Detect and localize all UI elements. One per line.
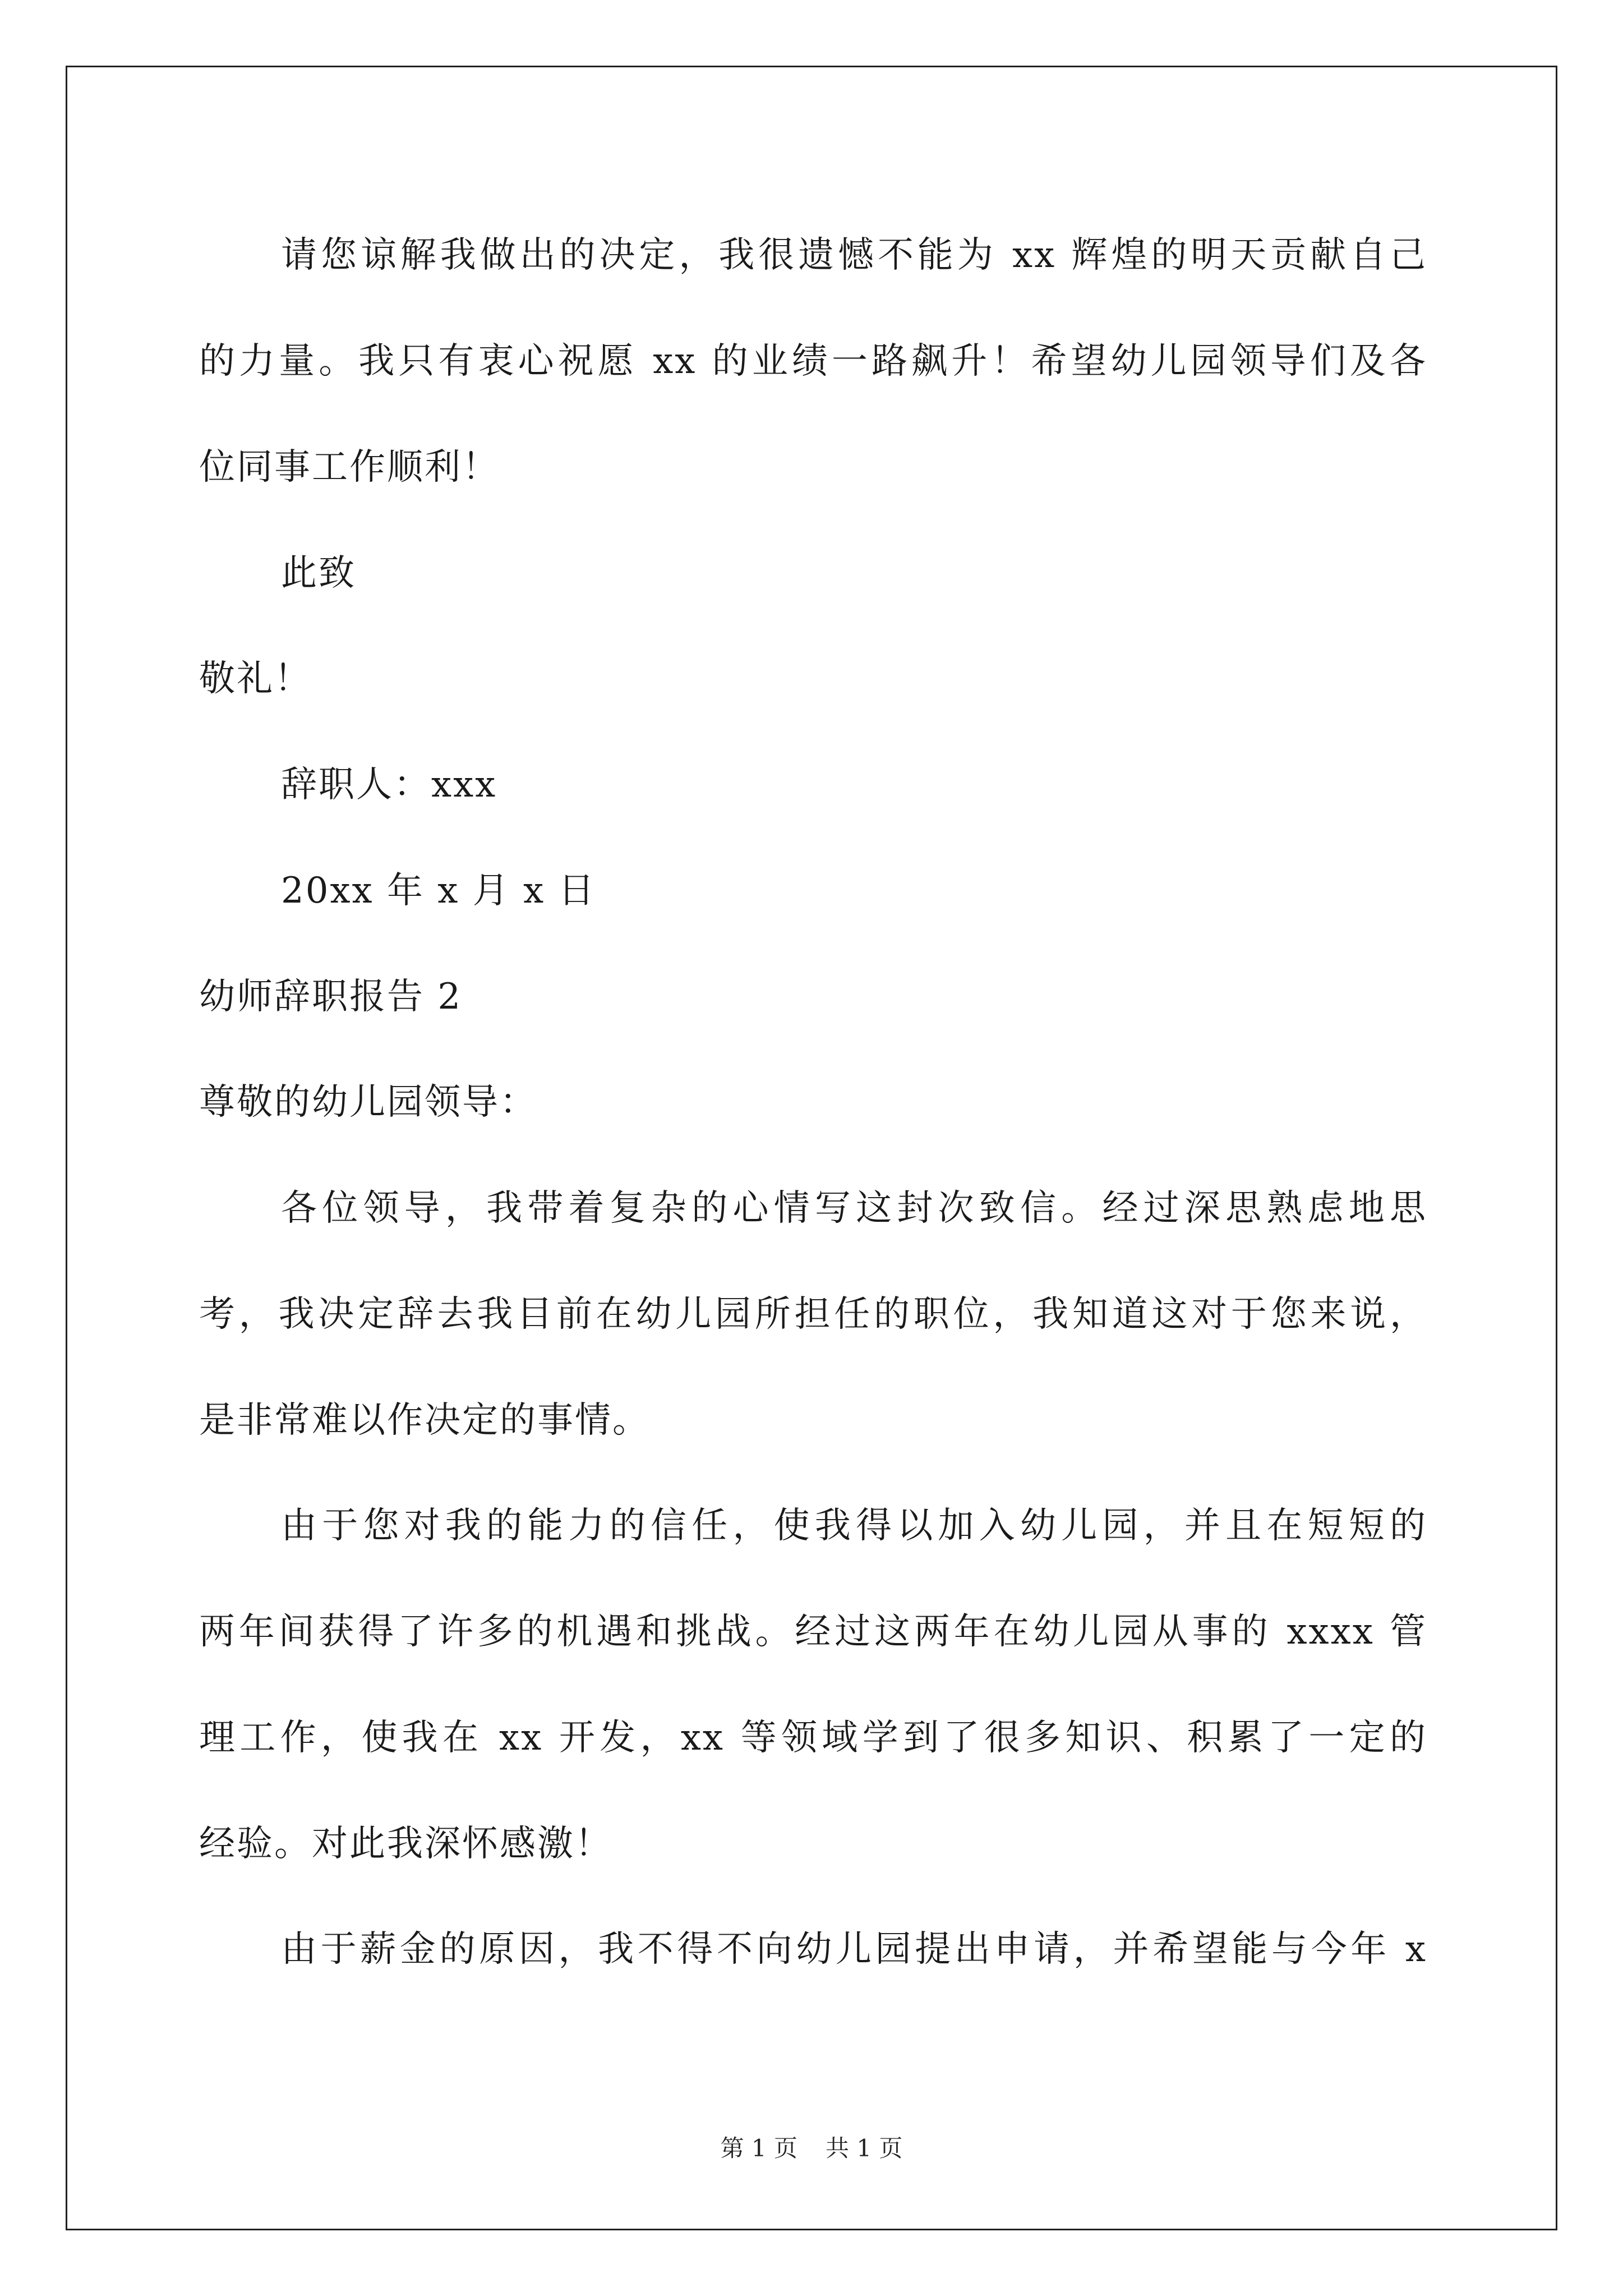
paragraph-line: 两年间获得了许多的机遇和挑战。经过这两年在幼儿园从事的 xxxx 管	[199, 1611, 1427, 1653]
paragraph-line: 的力量。我只有衷心祝愿 xx 的业绩一路飙升！希望幼儿园领导们及各	[199, 341, 1427, 382]
page-footer	[0, 2132, 1623, 2165]
section-title: 幼师辞职报告 2	[199, 976, 463, 1018]
paragraph-line: 由于您对我的能力的信任，使我得以加入幼儿园，并且在短短的	[281, 1505, 1427, 1547]
closing-line: 此致	[281, 553, 356, 594]
greeting-line: 尊敬的幼儿园领导：	[199, 1082, 537, 1123]
paragraph-line: 理工作，使我在 xx 开发，xx 等领域学到了很多知识、积累了一定的	[199, 1717, 1427, 1759]
page-number: 第 1 页	[720, 2134, 797, 2162]
paragraph-line: 考，我决定辞去我目前在幼儿园所担任的职位，我知道这对于您来说，	[199, 1294, 1427, 1335]
salutation-line: 敬礼！	[199, 658, 312, 700]
date-line: 20xx 年 x 月 x 日	[281, 870, 596, 912]
paragraph-line: 由于薪金的原因，我不得不向幼儿园提出申请，并希望能与今年 x	[281, 1929, 1427, 1970]
page-border	[66, 66, 1557, 2230]
page-total: 共 1 页	[826, 2134, 903, 2162]
paragraph-line: 请您谅解我做出的决定，我很遗憾不能为 xx 辉煌的明天贡献自己	[281, 234, 1427, 276]
paragraph-line: 各位领导，我带着复杂的心情写这封次致信。经过深思熟虑地思	[281, 1188, 1427, 1229]
signer-line: 辞职人：xxx	[281, 764, 497, 806]
paragraph-line: 是非常难以作决定的事情。	[199, 1400, 650, 1441]
paragraph-line: 位同事工作顺利！	[199, 447, 500, 488]
paragraph-line: 经验。对此我深怀感激！	[199, 1823, 612, 1865]
